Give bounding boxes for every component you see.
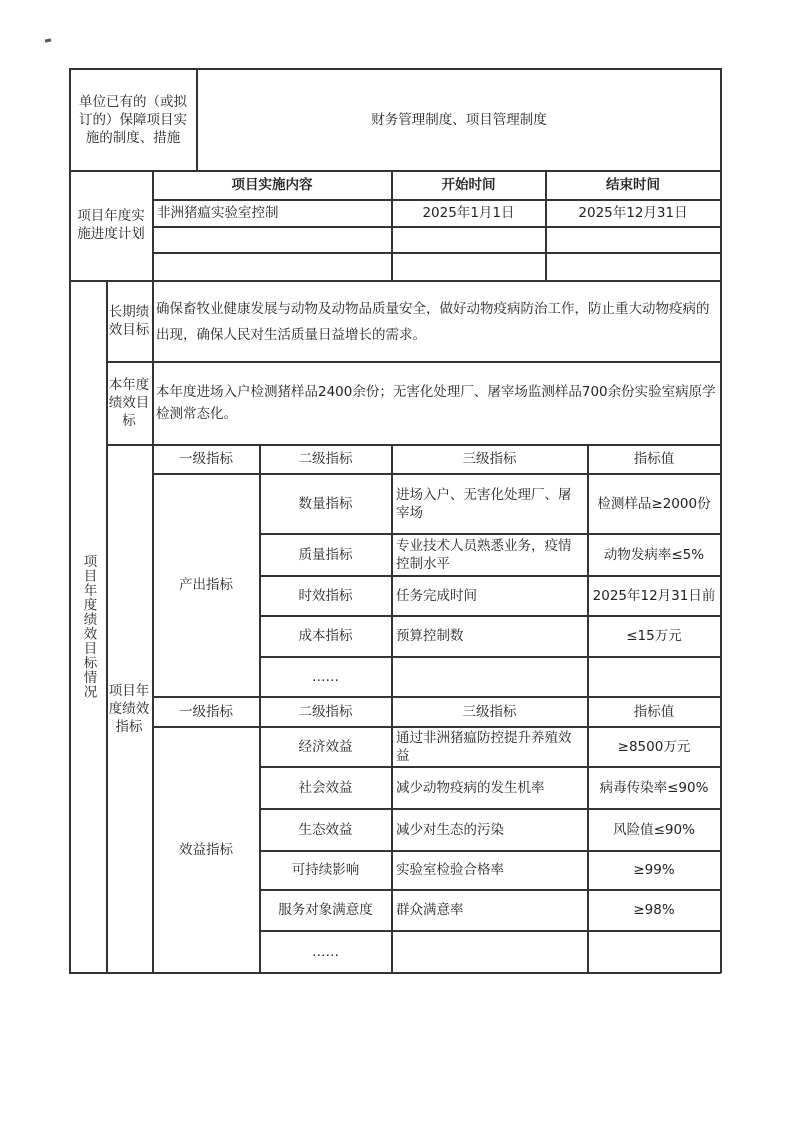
schedule-start-cell: 2025年1月1日 bbox=[422, 205, 515, 221]
benefit-value: ≥99% bbox=[633, 862, 675, 878]
output-header-value: 指标值 bbox=[633, 451, 675, 467]
measures-content: 财务管理制度、项目管理制度 bbox=[371, 111, 547, 128]
benefit-level2: …… bbox=[312, 943, 339, 960]
benefit-level2: 服务对象满意度 bbox=[278, 902, 373, 918]
benefit-level3: 减少动物疫病的发生机率 bbox=[396, 779, 545, 796]
schedule-header-start: 开始时间 bbox=[441, 177, 496, 193]
output-value: 2025年12月31日前 bbox=[592, 587, 716, 604]
benefit-level3: 群众满意率 bbox=[396, 902, 464, 918]
long-term-text: 确保畜牧业健康发展与动物及动物品质量安全，做好动物疫病防治工作，防止重大动物疫病的出现，确保人民对生活质量日益增长的需求。 bbox=[156, 300, 710, 343]
benefit-header-level2: 二级指标 bbox=[298, 703, 353, 720]
goals-section-label bbox=[73, 282, 103, 971]
benefit-level3: 减少对生态的污染 bbox=[396, 821, 504, 838]
measures-label: 单位已有的（或拟订的）保障项目实施的制度、措施 bbox=[79, 93, 187, 146]
schedule-header-content: 项目实施内容 bbox=[231, 177, 313, 193]
output-level3: 预算控制数 bbox=[396, 628, 464, 644]
output-value: ≤15万元 bbox=[626, 628, 682, 644]
annual-goal-label: 本年度绩效目标 bbox=[108, 376, 150, 429]
output-level2: 成本指标 bbox=[298, 628, 353, 644]
benefit-value: 风险值≤90% bbox=[613, 821, 695, 838]
output-value: 检测样品≥2000份 bbox=[597, 495, 711, 512]
long-term-label: 长期绩效目标 bbox=[108, 303, 150, 338]
benefit-level2: 生态效益 bbox=[298, 821, 353, 838]
benefit-level3: 通过非洲猪瘟防控提升养殖效益 bbox=[396, 729, 572, 764]
benefit-header-level3: 三级指标 bbox=[462, 703, 517, 720]
output-level2: …… bbox=[312, 668, 339, 685]
output-level2: 数量指标 bbox=[298, 495, 353, 512]
goals-section-label-text: 项目年度绩效目标情况 bbox=[80, 554, 97, 699]
schedule-header-end: 结束时间 bbox=[606, 177, 660, 193]
benefit-level3: 实验室检验合格率 bbox=[396, 862, 504, 878]
output-level2: 时效指标 bbox=[298, 587, 353, 604]
output-category: 产出指标 bbox=[179, 577, 233, 593]
output-header-level3: 三级指标 bbox=[462, 451, 517, 467]
benefit-level2: 可持续影响 bbox=[291, 862, 360, 878]
output-level3: 任务完成时间 bbox=[396, 587, 477, 604]
schedule-label: 项目年度实施进度计划 bbox=[77, 208, 145, 242]
benefit-value: ≥98% bbox=[633, 902, 675, 918]
benefit-level2: 社会效益 bbox=[298, 779, 353, 796]
benefit-value: 病毒传染率≤90% bbox=[599, 779, 709, 796]
schedule-content-cell: 非洲猪瘟实验室控制 bbox=[157, 205, 279, 221]
indicators-label: 项目年度绩效指标 bbox=[108, 682, 150, 735]
output-header-level1: 一级指标 bbox=[179, 451, 233, 467]
annual-goal-text: 本年度进场入户检测猪样品2400余份；无害化处理厂、屠宰场监测样品700余份实验室病原学检测常态化。 bbox=[156, 384, 716, 422]
output-header-level2: 二级指标 bbox=[298, 451, 353, 467]
schedule-end-cell: 2025年12月31日 bbox=[578, 205, 688, 221]
benefit-category: 效益指标 bbox=[179, 841, 233, 858]
output-level3: 专业技术人员熟悉业务，疫情控制水平 bbox=[396, 537, 572, 572]
benefit-level2: 经济效益 bbox=[298, 738, 353, 755]
benefit-header-level1: 一级指标 bbox=[179, 703, 233, 720]
output-value: 动物发病率≤5% bbox=[603, 546, 705, 563]
output-level3: 进场入户、无害化处理厂、屠宰场 bbox=[396, 486, 572, 521]
benefit-value: ≥8500万元 bbox=[617, 738, 691, 755]
benefit-header-value: 指标值 bbox=[633, 703, 675, 720]
output-level2: 质量指标 bbox=[298, 546, 353, 563]
scan-mark bbox=[45, 38, 51, 42]
